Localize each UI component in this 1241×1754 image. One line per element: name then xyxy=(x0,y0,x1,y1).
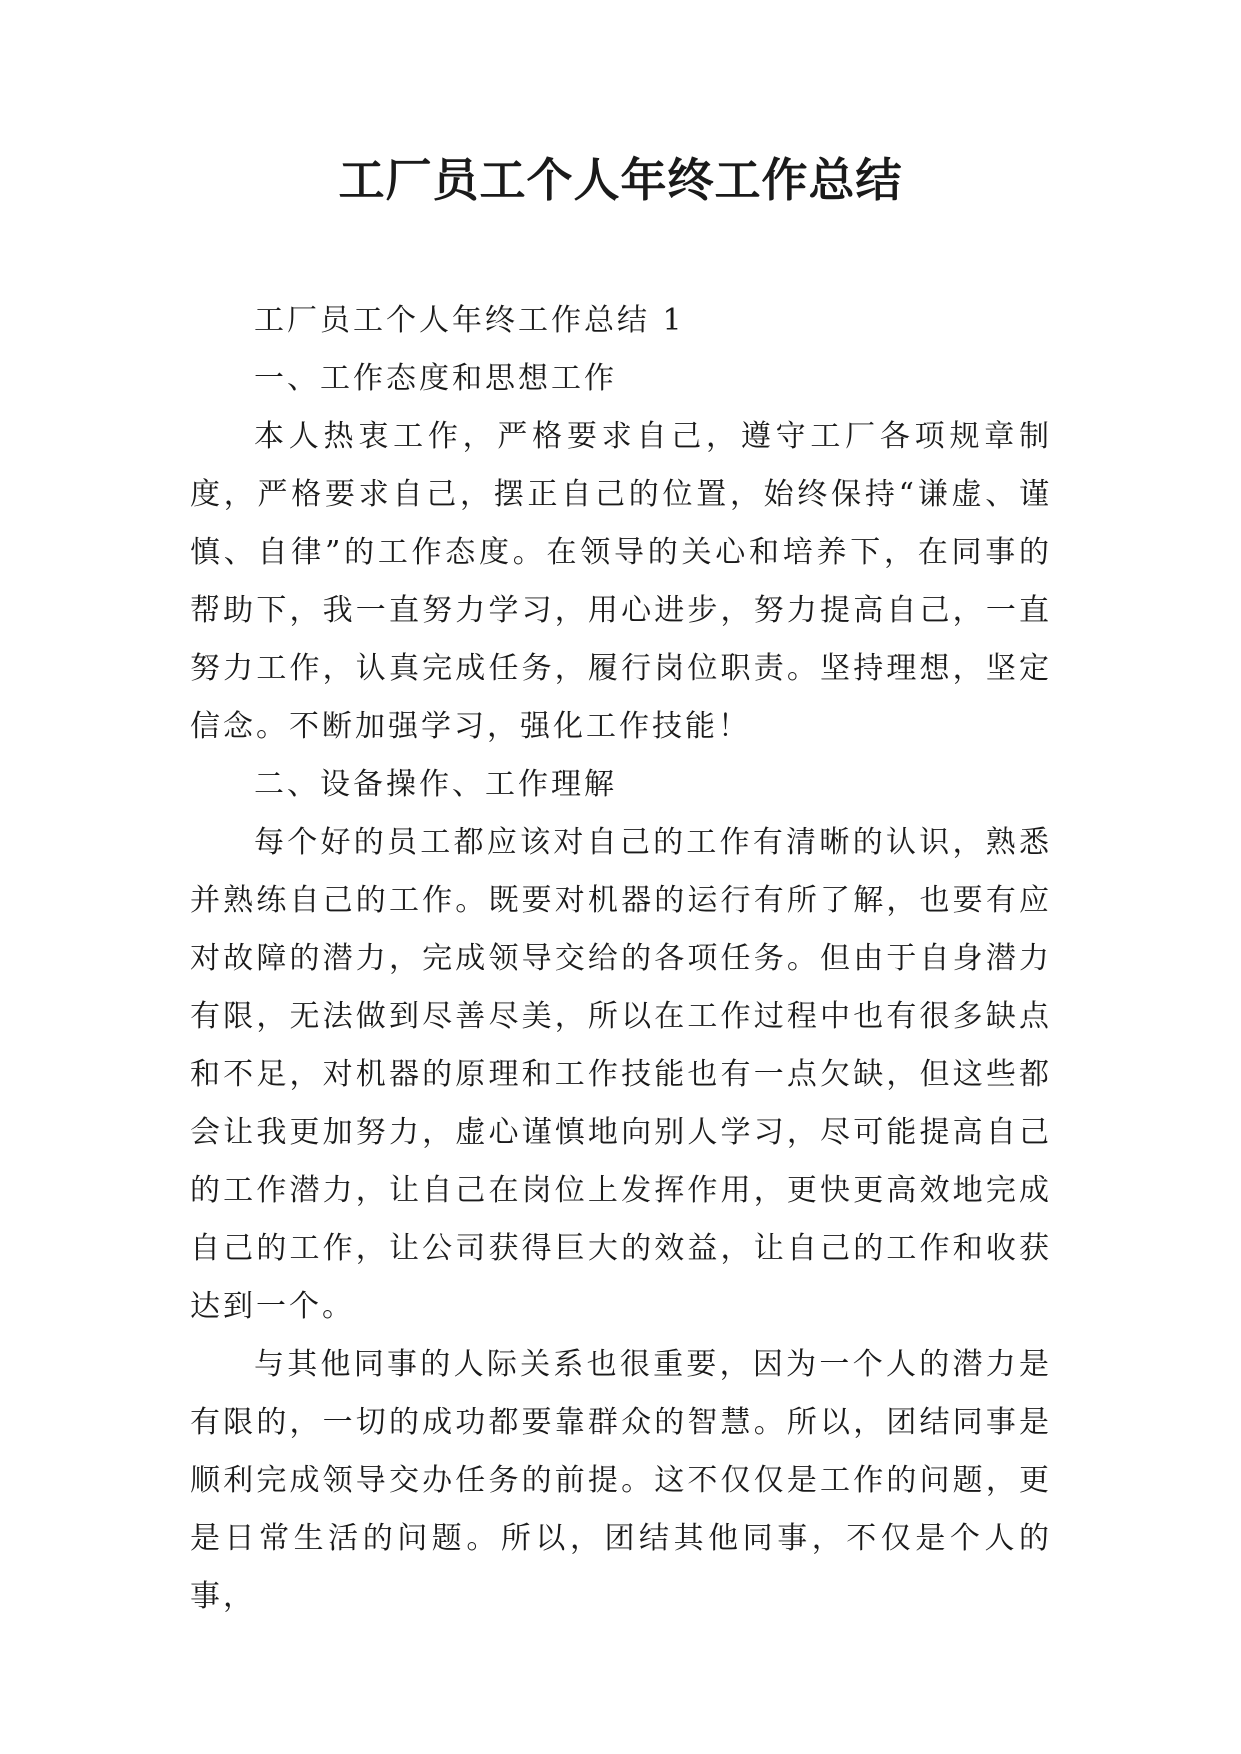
body-paragraph: 与其他同事的人际关系也很重要，因为一个人的潜力是有限的，一切的成功都要靠群众的智慧。所以，团结同事是顺利完成领导交办任务的前提。这不仅仅是工作的问题，更是日常生活的问题。所以，团结其他同事，不仅是个人的事， xyxy=(190,1347,1052,1614)
document-body xyxy=(190,292,1052,1626)
section-heading: 一、工作态度和思想工作 xyxy=(254,361,617,396)
document-title: 工厂员工个人年终工作总结 xyxy=(338,153,903,207)
body-paragraph: 本人热衷工作，严格要求自己，遵守工厂各项规章制度，严格要求自己，摆正自己的位置，始终保持“谦虚、谨慎、自律”的工作态度。在领导的关心和培养下，在同事的帮助下，我一直努力学习，用心进步，努力提高自己，一直努力工作，认真完成任务，履行岗位职责。坚持理想，坚定信念。不断加强学习，强化工作技能！ xyxy=(190,419,1052,744)
section-heading: 工厂员工个人年终工作总结 1 xyxy=(254,303,685,338)
body-paragraph: 每个好的员工都应该对自己的工作有清晰的认识，熟悉并熟练自己的工作。既要对机器的运行有所了解，也要有应对故障的潜力，完成领导交给的各项任务。但由于自身潜力有限，无法做到尽善尽美，所以在工作过程中也有很多缺点和不足，对机器的原理和工作技能也有一点欠缺，但这些都会让我更加努力，虚心谨慎地向别人学习，尽可能提高自己的工作潜力，让自己在岗位上发挥作用，更快更高效地完成自己的工作，让公司获得巨大的效益，让自己的工作和收获达到一个。 xyxy=(190,825,1052,1324)
section-heading: 二、设备操作、工作理解 xyxy=(254,767,617,802)
